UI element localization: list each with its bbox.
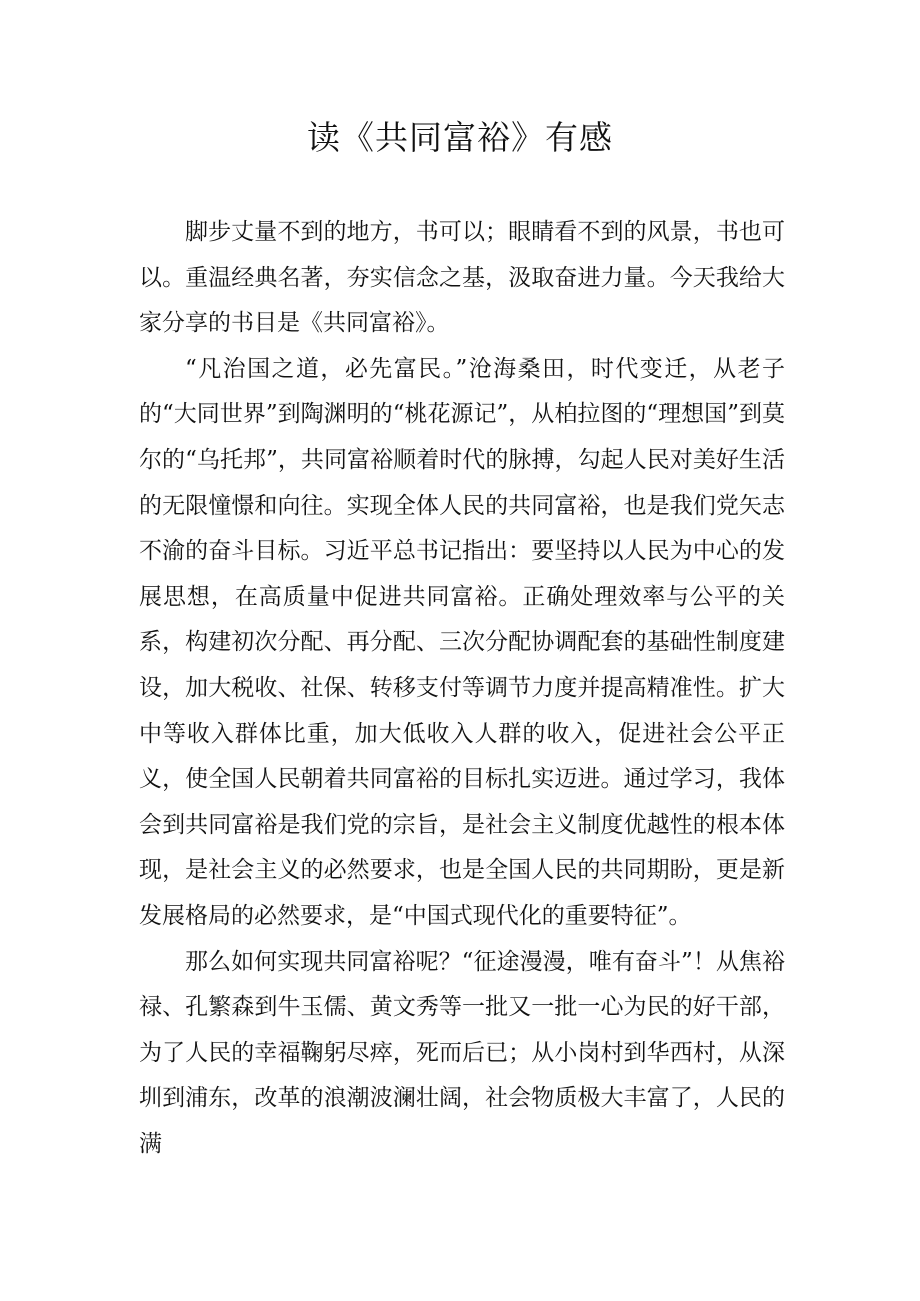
paragraph-1: 脚步丈量不到的地方，书可以；眼睛看不到的风景，书也可以。重温经典名著，夯实信念之基，汲取奋进力量。今天我给大家分享的书目是《共同富裕》。 bbox=[139, 219, 785, 337]
document-body bbox=[139, 210, 785, 1167]
document-title: 读《共同富裕》有感 bbox=[307, 118, 613, 157]
paragraph-2: “凡治国之道，必先富民。”沧海桑田，时代变迁，从老子的“大同世界”到陶渊明的“桃花源记”，从柏拉图的“理想国”到莫尔的“乌托邦”，共同富裕顺着时代的脉搏，勾起人民对美好生活的无限憧憬和向往。实现全体人民的共同富裕，也是我们党矢志不渝的奋斗目标。习近平总书记指出：要坚持以人民为中心的发展思想，在高质量中促进共同富裕。正确处理效率与公平的关系，构建初次分配、再分配、三次分配协调配套的基础性制度建设，加大税收、社保、转移支付等调节力度并提高精准性。扩大中等收入群体比重，加大低收入人群的收入，促进社会公平正义，使全国人民朝着共同富裕的目标扎实迈进。通过学习，我体会到共同富裕是我们党的宗旨，是社会主义制度优越性的根本体现，是社会主义的必然要求，也是全国人民的共同期盼，更是新发展格局的必然要求，是“中国式现代化的重要特征”。 bbox=[139, 355, 785, 929]
paragraph-3: 那么如何实现共同富裕呢？“征途漫漫，唯有奋斗”！从焦裕禄、孔繁森到牛玉儒、黄文秀等一批又一批一心为民的好干部，为了人民的幸福鞠躬尽瘁，死而后已；从小岗村到华西村，从深圳到浦东，改革的浪潮波澜壮阔，社会物质极大丰富了，人民的满 bbox=[139, 948, 785, 1157]
